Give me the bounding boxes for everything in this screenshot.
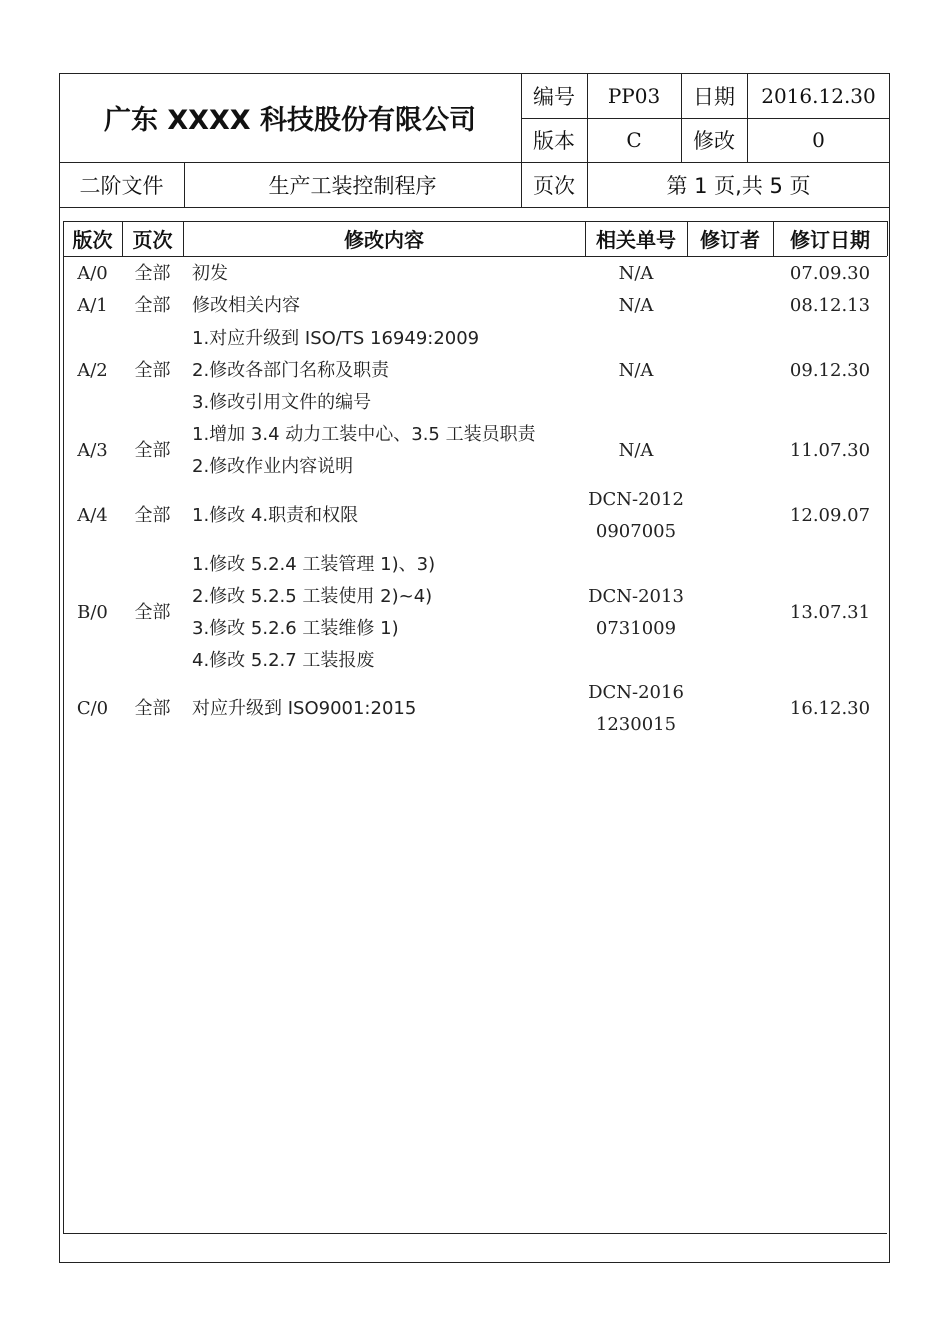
row-pages: 全部 [134, 295, 171, 316]
row-content-line: 2.修改各部门名称及职责 [192, 360, 390, 381]
row-pages: 全部 [134, 602, 171, 623]
row-date: 13.07.31 [789, 602, 871, 623]
row-content-line: 修改相关内容 [192, 295, 300, 316]
page-label: 页次 [533, 173, 575, 198]
header-bottom-divider [59, 207, 890, 208]
row-content-line: 初发 [192, 263, 228, 284]
row-content-line: 3.修改 5.2.6 工装维修 1) [192, 618, 399, 639]
row-content-line: 2.修改作业内容说明 [192, 456, 354, 477]
row-pages: 全部 [134, 505, 171, 526]
row-content-line: 4.修改 5.2.7 工装报废 [192, 650, 375, 671]
row-ref: DCN-2012 [588, 489, 684, 510]
row-ref: DCN-2016 [588, 682, 684, 703]
doc-level: 二阶文件 [79, 173, 164, 198]
revision-label: 修改 [693, 129, 735, 153]
row-ref: N/A [618, 263, 654, 284]
col-header-reviser: 修订者 [700, 228, 760, 252]
table-bottom-line [63, 1233, 887, 1234]
row-content-line: 1.对应升级到 ISO/TS 16949:2009 [192, 328, 480, 349]
company-name: 广东 XXXX 科技股份有限公司 [103, 105, 477, 136]
row-ref: N/A [618, 440, 654, 461]
page-value: 第 1 页,共 5 页 [666, 173, 811, 198]
row-version: C/0 [76, 698, 109, 719]
col-header-date: 修订日期 [790, 228, 870, 252]
row-version: A/1 [77, 295, 108, 316]
table-header-bottom [63, 256, 887, 257]
row-ref: 0731009 [595, 618, 677, 639]
row-content-line: 对应升级到 ISO9001:2015 [192, 698, 417, 719]
row-ref: DCN-2013 [588, 586, 684, 607]
row-date: 08.12.13 [789, 295, 871, 316]
row-ref: N/A [618, 360, 654, 381]
row-ref: 1230015 [595, 714, 677, 735]
row-pages: 全部 [134, 440, 171, 461]
row-ref: N/A [618, 295, 654, 316]
row-pages: 全部 [134, 698, 171, 719]
row-pages: 全部 [134, 360, 171, 381]
row-content-line: 2.修改 5.2.5 工装使用 2)~4) [192, 586, 433, 607]
version-label: 版本 [533, 129, 575, 153]
row-version: A/2 [77, 360, 108, 381]
row-pages: 全部 [134, 263, 171, 284]
row-version: A/0 [77, 263, 108, 284]
date-label: 日期 [693, 84, 735, 109]
row-date: 11.07.30 [789, 440, 871, 461]
col-header-version: 版次 [72, 228, 113, 252]
row-ref: 0907005 [595, 521, 677, 542]
doc-no-label: 编号 [533, 84, 575, 109]
row-content-line: 1.修改 5.2.4 工装管理 1)、3) [192, 554, 436, 575]
col-header-content: 修改内容 [344, 228, 424, 252]
date-value: 2016.12.30 [761, 83, 876, 108]
version-value: C [626, 128, 642, 152]
row-content-line: 1.增加 3.4 动力工装中心、3.5 工装员职责 [192, 424, 536, 445]
row-version: B/0 [77, 602, 108, 623]
row-date: 07.09.30 [789, 263, 871, 284]
row-date: 12.09.07 [789, 505, 871, 526]
col-header-ref: 相关单号 [596, 228, 676, 252]
table-right-line [887, 221, 888, 256]
row-version: A/3 [77, 440, 108, 461]
col-header-pages: 页次 [132, 228, 173, 252]
row-version: A/4 [77, 505, 108, 526]
doc-title: 生产工装控制程序 [268, 173, 437, 198]
revision-value: 0 [812, 128, 825, 152]
row-content-line: 1.修改 4.职责和权限 [192, 505, 359, 526]
row-content-line: 3.修改引用文件的编号 [192, 392, 372, 413]
row-date: 09.12.30 [789, 360, 871, 381]
doc-no-value: PP03 [607, 83, 661, 108]
row-date: 16.12.30 [789, 698, 871, 719]
